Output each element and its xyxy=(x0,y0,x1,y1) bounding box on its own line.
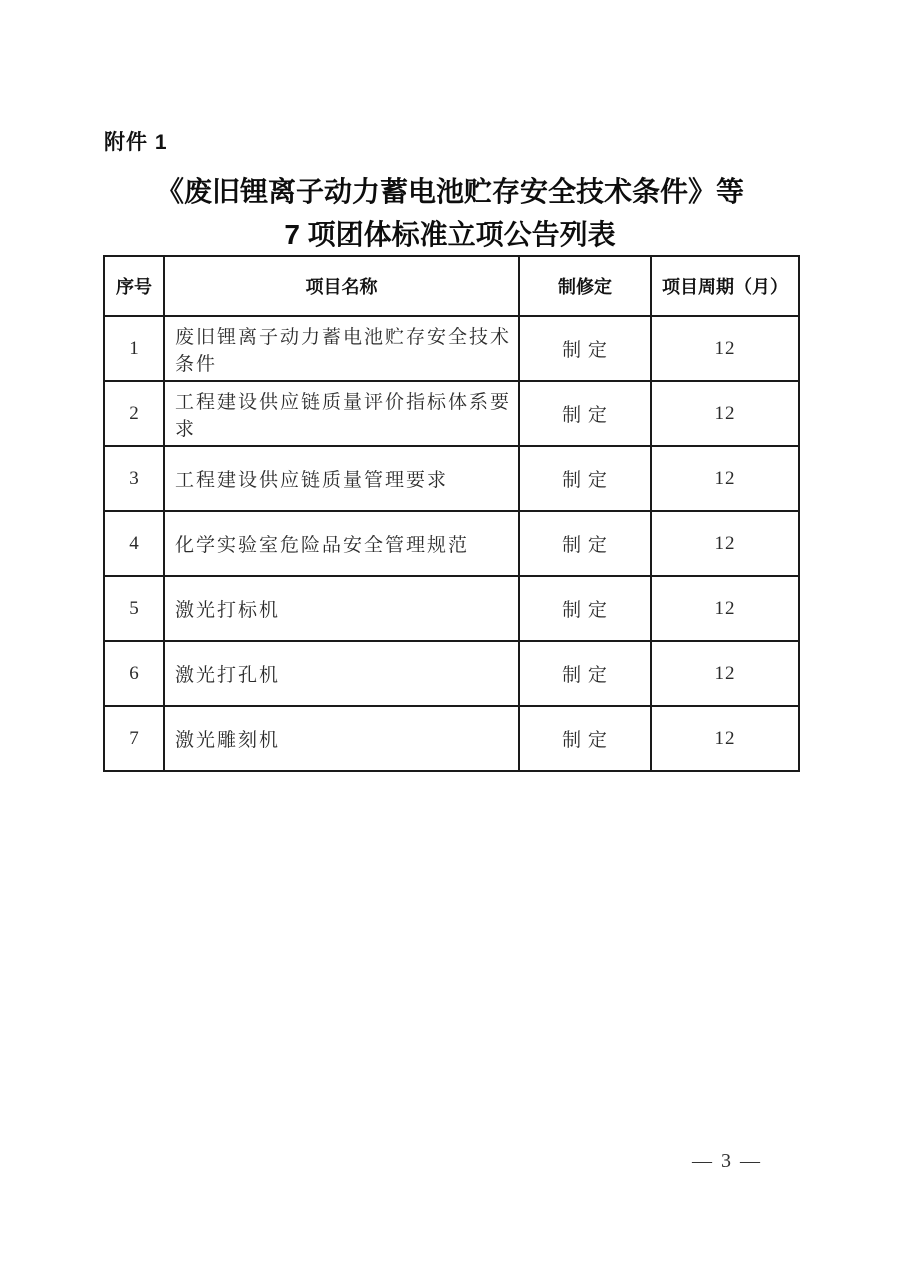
attachment-label: 附件 1 xyxy=(104,131,168,154)
cell-project-period: 12 xyxy=(651,381,799,446)
cell-formulate-type: 制 定 xyxy=(519,381,651,446)
cell-project-name: 工程建设供应链质量评价指标体系要求 xyxy=(164,381,519,446)
col-header-project-name: 项目名称 xyxy=(164,256,519,316)
document-title-line1: 《废旧锂离子动力蓄电池贮存安全技术条件》等 xyxy=(155,176,744,207)
cell-formulate-type: 制 定 xyxy=(519,706,651,771)
cell-serial-number: 1 xyxy=(104,316,164,381)
table-row xyxy=(104,446,799,511)
cell-project-period: 12 xyxy=(651,511,799,576)
cell-project-name: 工程建设供应链质量管理要求 xyxy=(164,446,519,511)
cell-serial-number: 6 xyxy=(104,641,164,706)
cell-formulate-type: 制 定 xyxy=(519,511,651,576)
table-row xyxy=(104,511,799,576)
cell-serial-number: 4 xyxy=(104,511,164,576)
cell-project-name: 激光打孔机 xyxy=(164,641,519,706)
cell-project-name: 化学实验室危险品安全管理规范 xyxy=(164,511,519,576)
standards-table xyxy=(103,255,800,772)
cell-project-period: 12 xyxy=(651,446,799,511)
cell-serial-number: 3 xyxy=(104,446,164,511)
table-row xyxy=(104,706,799,771)
page-number: — 3 — xyxy=(692,1150,762,1172)
table-body xyxy=(104,316,799,771)
document-title xyxy=(0,170,900,256)
table-row xyxy=(104,641,799,706)
cell-formulate-type: 制 定 xyxy=(519,641,651,706)
table-row xyxy=(104,316,799,381)
cell-project-name: 激光雕刻机 xyxy=(164,706,519,771)
table-row xyxy=(104,576,799,641)
cell-project-period: 12 xyxy=(651,706,799,771)
cell-project-name: 废旧锂离子动力蓄电池贮存安全技术条件 xyxy=(164,316,519,381)
cell-project-period: 12 xyxy=(651,316,799,381)
cell-formulate-type: 制 定 xyxy=(519,316,651,381)
cell-serial-number: 2 xyxy=(104,381,164,446)
cell-formulate-type: 制 定 xyxy=(519,576,651,641)
cell-project-name: 激光打标机 xyxy=(164,576,519,641)
col-header-formulate-revise: 制修定 xyxy=(519,256,651,316)
col-header-serial-number: 序号 xyxy=(104,256,164,316)
cell-serial-number: 5 xyxy=(104,576,164,641)
cell-formulate-type: 制 定 xyxy=(519,446,651,511)
cell-project-period: 12 xyxy=(651,576,799,641)
cell-project-period: 12 xyxy=(651,641,799,706)
table-header-row xyxy=(104,256,799,316)
col-header-project-period: 项目周期（月） xyxy=(651,256,799,316)
cell-serial-number: 7 xyxy=(104,706,164,771)
document-title-line2: 7 项团体标准立项公告列表 xyxy=(284,219,616,250)
table-row xyxy=(104,381,799,446)
